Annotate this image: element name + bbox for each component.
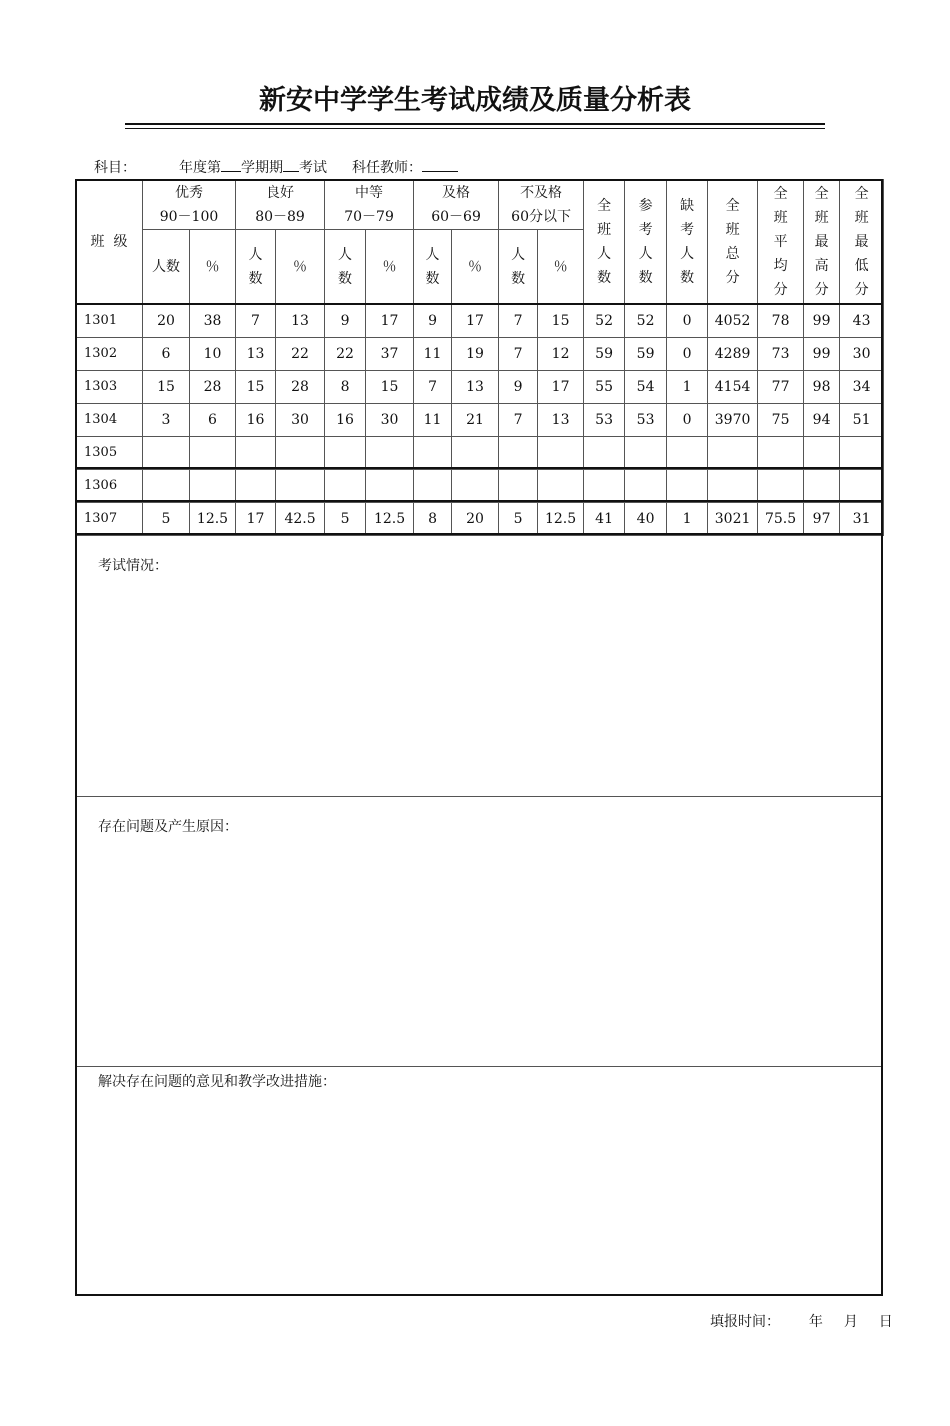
group-range: 70－79 [344, 208, 394, 225]
score-cell: 17 [236, 503, 276, 536]
score-cell: 7 [414, 371, 452, 404]
section-problems: 存在问题及产生原因： [98, 819, 238, 835]
subject-label: 科目： [94, 160, 136, 176]
score-cell: 30 [276, 404, 325, 437]
score-cell: 28 [190, 371, 236, 404]
score-table [75, 179, 884, 536]
score-cell: 30 [366, 404, 414, 437]
sub-header-percent: ％ [366, 230, 414, 305]
score-cell: 5 [499, 503, 538, 536]
score-cell: 4289 [708, 338, 758, 371]
teacher-label: 科任教师： [352, 160, 422, 176]
score-cell: 13 [276, 305, 325, 338]
group-range: 90－100 [159, 208, 219, 225]
sub-header-percent: ％ [538, 230, 584, 305]
table-row [76, 338, 884, 371]
score-cell [366, 437, 414, 470]
fill-time-month: 月 [843, 1314, 858, 1330]
vertical-text: 全 班 总 分 [725, 198, 740, 286]
score-cell: 22 [325, 338, 366, 371]
section-divider [75, 1066, 883, 1067]
sub-header-percent: ％ [276, 230, 325, 305]
vertical-text: 全 班 最 低 分 [854, 186, 869, 298]
score-cell [804, 470, 840, 503]
score-cell: 55 [584, 371, 625, 404]
score-cell: 31 [840, 503, 884, 536]
score-cell: 37 [366, 338, 414, 371]
score-cell: 0 [667, 305, 708, 338]
score-cell: 38 [190, 305, 236, 338]
title-rule-thin [125, 128, 825, 129]
exam-label: 考试 [299, 160, 327, 176]
fill-time-year: 年 [808, 1314, 823, 1330]
score-cell: 7 [499, 305, 538, 338]
score-cell: 73 [758, 338, 804, 371]
score-cell [840, 470, 884, 503]
score-cell: 94 [804, 404, 840, 437]
vertical-text: 人 数 [248, 247, 263, 287]
vertical-text: 人 数 [338, 247, 353, 287]
score-cell [190, 470, 236, 503]
score-cell: 5 [325, 503, 366, 536]
score-cell: 30 [840, 338, 884, 371]
class-id-cell: 1307 [76, 503, 143, 536]
score-cell [236, 470, 276, 503]
score-cell [584, 470, 625, 503]
class-id-cell: 1304 [76, 404, 143, 437]
score-cell: 20 [452, 503, 499, 536]
vertical-text: 缺 考 人 数 [680, 198, 695, 286]
score-cell [708, 470, 758, 503]
header-absent [667, 180, 708, 305]
score-cell: 78 [758, 305, 804, 338]
score-cell [325, 470, 366, 503]
score-cell: 12.5 [190, 503, 236, 536]
score-cell: 13 [538, 404, 584, 437]
score-cell: 15 [366, 371, 414, 404]
score-cell [499, 470, 538, 503]
score-cell: 52 [625, 305, 667, 338]
score-cell: 54 [625, 371, 667, 404]
title-rule-thick [125, 123, 825, 125]
score-cell: 16 [325, 404, 366, 437]
score-cell: 17 [538, 371, 584, 404]
group-header-excellent [143, 180, 236, 230]
header-total-score [708, 180, 758, 305]
class-id-cell: 1303 [76, 371, 143, 404]
table-bottom-rule [75, 533, 883, 535]
score-cell [325, 437, 366, 470]
score-cell [538, 437, 584, 470]
exam-type-field[interactable] [283, 159, 299, 172]
score-cell [625, 437, 667, 470]
score-cell [276, 437, 325, 470]
score-cell: 0 [667, 338, 708, 371]
score-cell: 15 [538, 305, 584, 338]
teacher-name-field[interactable] [422, 159, 458, 172]
score-cell: 12.5 [538, 503, 584, 536]
score-cell: 41 [584, 503, 625, 536]
score-cell: 77 [758, 371, 804, 404]
score-cell [190, 437, 236, 470]
score-cell: 75.5 [758, 503, 804, 536]
score-cell: 21 [452, 404, 499, 437]
score-cell: 6 [190, 404, 236, 437]
score-cell: 4052 [708, 305, 758, 338]
score-cell: 1 [667, 371, 708, 404]
score-cell: 1 [667, 503, 708, 536]
sub-header-percent: ％ [190, 230, 236, 305]
score-cell [276, 470, 325, 503]
score-cell [708, 437, 758, 470]
score-cell: 12 [538, 338, 584, 371]
group-name: 及格 [442, 184, 471, 201]
score-cell [143, 470, 190, 503]
teacher-line [352, 157, 458, 177]
score-cell: 7 [499, 338, 538, 371]
score-cell [452, 470, 499, 503]
score-cell: 7 [236, 305, 276, 338]
score-cell: 99 [804, 338, 840, 371]
vertical-text: 人 数 [425, 247, 440, 287]
page-title: 新安中学学生考试成绩及质量分析表 [259, 85, 691, 116]
row-1306-top-rule [75, 467, 883, 469]
score-cell: 17 [366, 305, 414, 338]
score-cell: 13 [452, 371, 499, 404]
score-cell: 59 [584, 338, 625, 371]
group-header-good [236, 180, 325, 230]
group-range: 60分以下 [511, 208, 571, 225]
table-row [76, 437, 884, 470]
score-cell: 3970 [708, 404, 758, 437]
header-max [804, 180, 840, 305]
score-cell: 16 [236, 404, 276, 437]
table-row [76, 470, 884, 503]
score-cell: 12.5 [366, 503, 414, 536]
score-cell [236, 437, 276, 470]
table-row [76, 371, 884, 404]
score-cell: 9 [414, 305, 452, 338]
score-cell: 9 [499, 371, 538, 404]
score-cell: 11 [414, 404, 452, 437]
score-cell [840, 437, 884, 470]
group-header-fail [499, 180, 584, 230]
fill-time-line [710, 1311, 893, 1331]
score-cell: 8 [414, 503, 452, 536]
score-cell: 7 [499, 404, 538, 437]
class-id-cell: 1305 [76, 437, 143, 470]
class-column-header: 班 级 [76, 180, 143, 305]
class-id-cell: 1306 [76, 470, 143, 503]
score-cell: 3 [143, 404, 190, 437]
score-cell: 8 [325, 371, 366, 404]
score-cell [414, 437, 452, 470]
group-name: 优秀 [175, 184, 203, 201]
score-cell [625, 470, 667, 503]
score-cell: 97 [804, 503, 840, 536]
score-cell: 28 [276, 371, 325, 404]
score-cell [667, 470, 708, 503]
group-header-medium [325, 180, 414, 230]
section-divider [75, 796, 883, 797]
score-cell: 13 [236, 338, 276, 371]
header-class-size [584, 180, 625, 305]
group-name: 良好 [266, 184, 295, 201]
sub-header-count [499, 230, 538, 305]
score-cell: 3021 [708, 503, 758, 536]
score-cell [804, 437, 840, 470]
group-header-pass [414, 180, 499, 230]
table-row [76, 404, 884, 437]
group-name: 中等 [355, 184, 384, 201]
sub-header-percent: ％ [452, 230, 499, 305]
group-range: 80－89 [255, 208, 305, 225]
score-cell [414, 470, 452, 503]
score-cell: 22 [276, 338, 325, 371]
score-cell: 17 [452, 305, 499, 338]
sub-header-count: 人数 [143, 230, 190, 305]
fill-time-label: 填报时间： [710, 1314, 780, 1330]
table-row [76, 503, 884, 536]
score-cell: 5 [143, 503, 190, 536]
score-cell: 53 [584, 404, 625, 437]
vertical-text: 人 数 [511, 247, 526, 287]
score-cell: 9 [325, 305, 366, 338]
fill-time-day: 日 [878, 1314, 893, 1330]
score-cell [499, 437, 538, 470]
score-cell [758, 437, 804, 470]
table-row [76, 305, 884, 338]
class-id-cell: 1301 [76, 305, 143, 338]
score-cell: 19 [452, 338, 499, 371]
vertical-text: 全 班 最 高 分 [814, 186, 829, 298]
score-cell: 34 [840, 371, 884, 404]
sub-header-count [325, 230, 366, 305]
row-1307-top-rule [75, 500, 883, 502]
vertical-text: 全 班 人 数 [597, 198, 612, 286]
header-average [758, 180, 804, 305]
score-cell [143, 437, 190, 470]
score-cell: 6 [143, 338, 190, 371]
score-cell [538, 470, 584, 503]
score-cell: 11 [414, 338, 452, 371]
header-bottom-rule [75, 303, 883, 305]
vertical-text: 全 班 平 均 分 [773, 186, 788, 298]
section-exam-situation: 考试情况： [98, 558, 168, 574]
score-cell: 15 [236, 371, 276, 404]
section-solutions: 解决存在问题的意见和教学改进措施： [98, 1074, 336, 1090]
sub-header-count [414, 230, 452, 305]
score-cell: 42.5 [276, 503, 325, 536]
class-id-cell: 1302 [76, 338, 143, 371]
year-term-line [179, 157, 327, 177]
score-cell: 59 [625, 338, 667, 371]
score-cell: 15 [143, 371, 190, 404]
group-range: 60－69 [431, 208, 481, 225]
score-cell [366, 470, 414, 503]
sub-header-count [236, 230, 276, 305]
group-name: 不及格 [520, 184, 563, 201]
score-cell: 0 [667, 404, 708, 437]
score-cell [667, 437, 708, 470]
header-min [840, 180, 884, 305]
score-cell: 53 [625, 404, 667, 437]
score-cell: 43 [840, 305, 884, 338]
score-cell [584, 437, 625, 470]
score-cell: 98 [804, 371, 840, 404]
score-cell: 75 [758, 404, 804, 437]
score-cell: 52 [584, 305, 625, 338]
score-cell [758, 470, 804, 503]
year-label: 年度第 [179, 160, 221, 176]
term-number-field[interactable] [221, 159, 241, 172]
term-label: 学期期 [241, 160, 283, 176]
score-cell: 99 [804, 305, 840, 338]
header-attended [625, 180, 667, 305]
vertical-text: 参 考 人 数 [638, 198, 653, 286]
score-cell [452, 437, 499, 470]
score-cell: 51 [840, 404, 884, 437]
score-cell: 40 [625, 503, 667, 536]
score-cell: 4154 [708, 371, 758, 404]
score-cell: 10 [190, 338, 236, 371]
score-cell: 20 [143, 305, 190, 338]
